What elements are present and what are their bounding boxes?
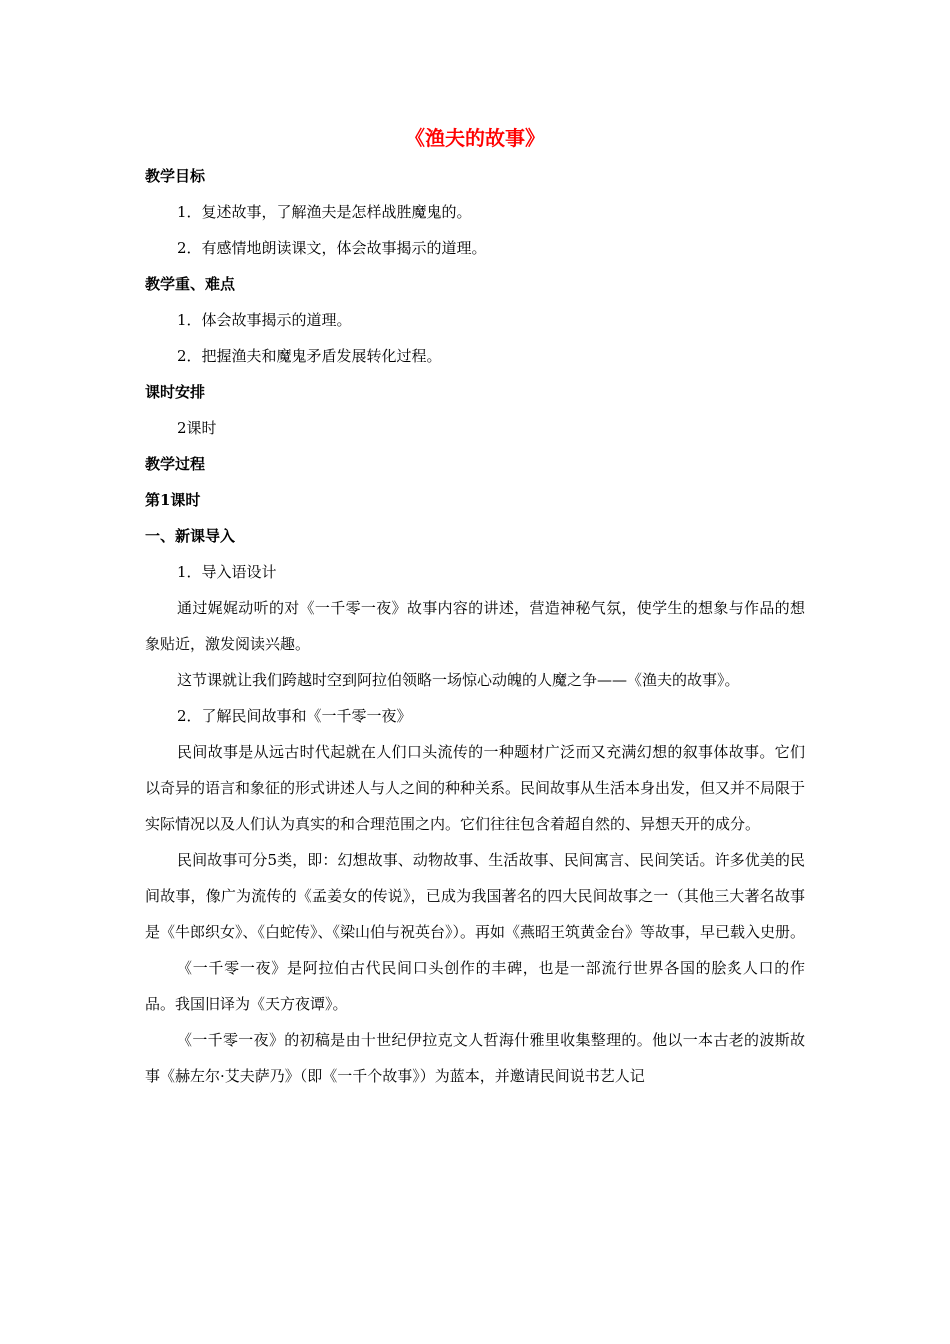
paragraph-folk-1: 民间故事是从远古时代起就在人们口头流传的一种题材广泛而又充满幻想的叙事体故事。它们以奇异的语言和象征的形式讲述人与人之间的种种关系。民间故事从生活本身出发，但又并不局限于实际情况以及人们认为真实的和合理范围之内。它们往往包含着超自然的、异想天开的成分。 [145, 743, 806, 833]
paragraph-folk-4: 《一千零一夜》的初稿是由十世纪伊拉克文人哲海什雅里收集整理的。他以一本古老的波斯故事《赫左尔·艾夫萨乃》（即《一千个故事》）为蓝本，并邀请民间说书艺人记 [145, 1031, 805, 1085]
heading-teaching-process: 教学过程 [145, 455, 206, 473]
subheading-folk-tales: 2．了解民间故事和《一千零一夜》 [177, 707, 412, 725]
subheading-intro-design: 1．导入语设计 [177, 563, 277, 581]
heading-lesson-1: 第1课时 [145, 491, 201, 509]
goal-item-1: 1．复述故事，了解渔夫是怎样战胜魔鬼的。 [177, 203, 472, 221]
heading-new-lesson-intro: 一、新课导入 [145, 527, 236, 545]
focus-item-2: 2．把握渔夫和魔鬼矛盾发展转化过程。 [177, 347, 442, 365]
paragraph-folk-3: 《一千零一夜》是阿拉伯古代民间口头创作的丰碑，也是一部流行世界各国的脍炙人口的作品。我国旧译为《天方夜谭》。 [145, 959, 805, 1013]
focus-item-1: 1．体会故事揭示的道理。 [177, 311, 352, 329]
heading-teaching-goals: 教学目标 [145, 167, 206, 185]
schedule-item-1: 2课时 [177, 419, 217, 437]
paragraph-folk-2: 民间故事可分5类，即：幻想故事、动物故事、生活故事、民间寓言、民间笑话。许多优美的民间故事，像广为流传的《孟姜女的传说》，已成为我国著名的四大民间故事之一（其他三大著名故事是《牛郎织女》、《白蛇传》、《梁山伯与祝英台》）。再如《燕昭王筑黄金台》等故事，早已载入史册。 [145, 851, 806, 941]
heading-schedule: 课时安排 [145, 383, 206, 401]
heading-key-points: 教学重、难点 [145, 275, 236, 293]
document-title: 《渔夫的故事》 [405, 126, 545, 150]
paragraph-intro-1: 通过娓娓动听的对《一千零一夜》故事内容的讲述，营造神秘气氛，使学生的想象与作品的想象贴近，激发阅读兴趣。 [145, 599, 805, 653]
document-page [145, 120, 805, 1094]
goal-item-2: 2．有感情地朗读课文，体会故事揭示的道理。 [177, 239, 487, 257]
paragraph-intro-2: 这节课就让我们跨越时空到阿拉伯领略一场惊心动魄的人魔之争——《渔夫的故事》。 [177, 671, 740, 689]
